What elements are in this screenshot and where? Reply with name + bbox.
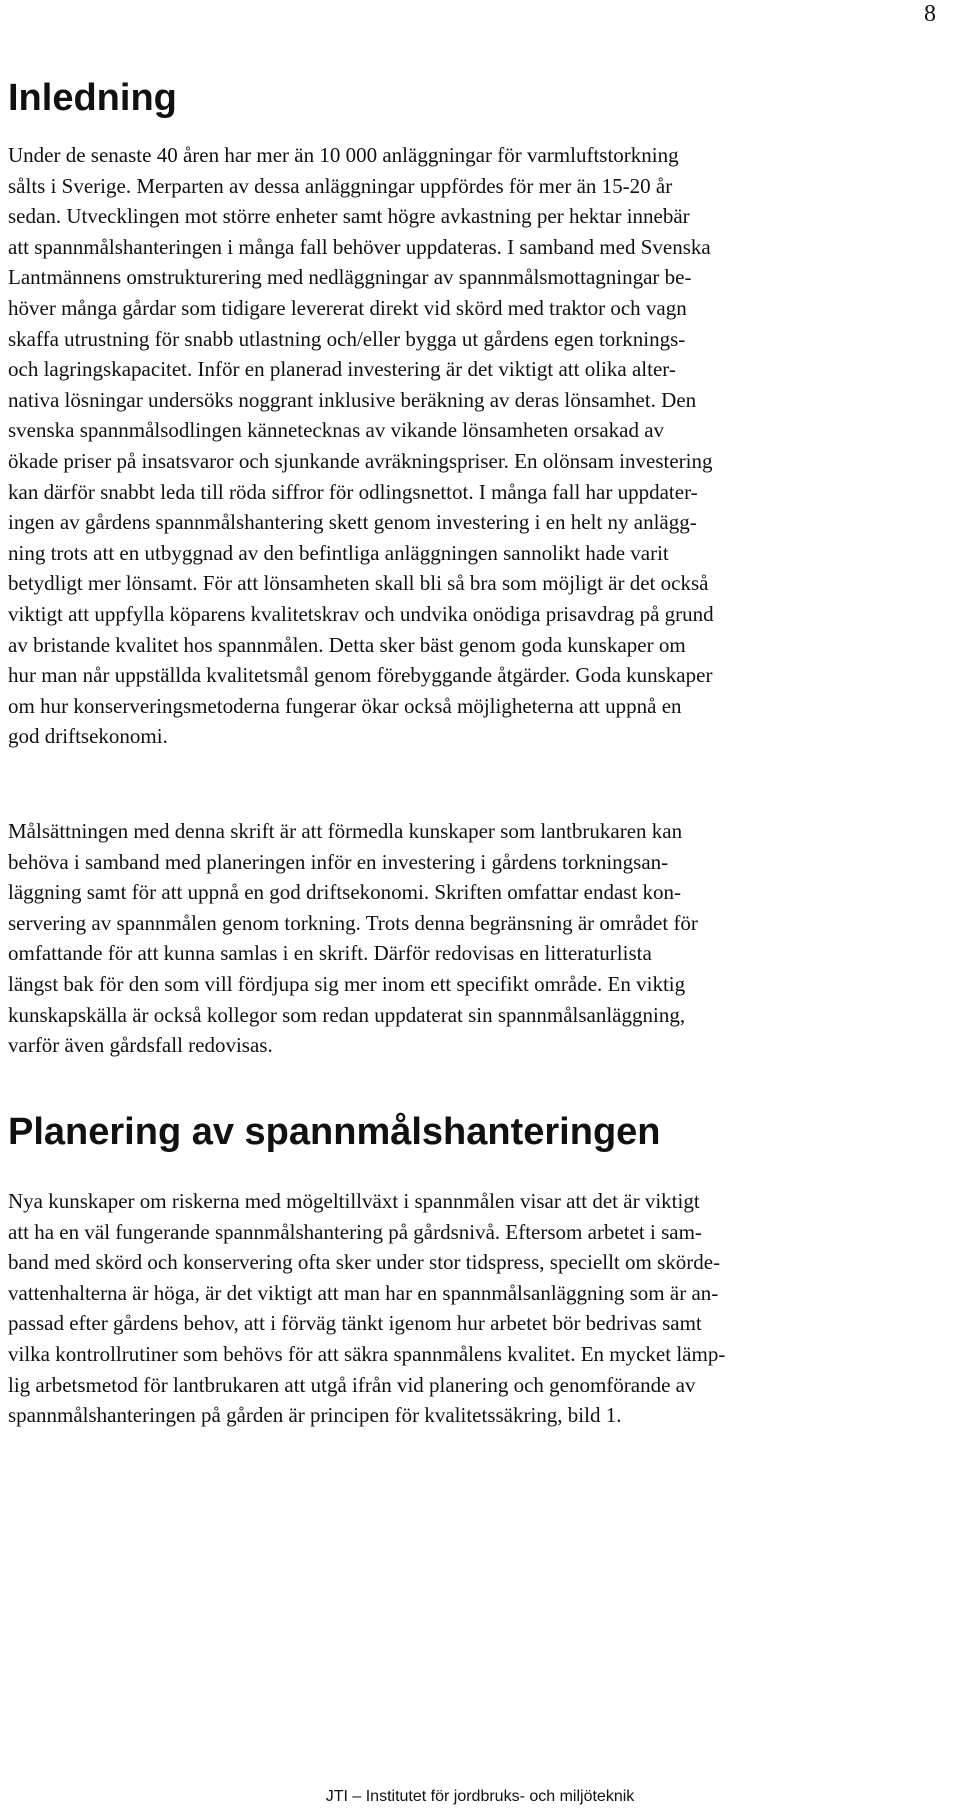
page-footer: JTI – Institutet för jordbruks- och miljöteknik [325, 1788, 635, 1805]
paragraph-intro-2: Målsättningen med denna skrift är att förmedla kunskaper som lantbrukaren kan behöva i samband med planeringen inför en investering i gårdens torkningsan- läggning samt för att uppnå en god driftsekonomi. Skriften omfattar endast kon- servering av spannmålen genom torkning. Trots denna begränsning är området för omfattande för att kunna samlas i en skrift. Därför redovisas en litteraturlista längst bak för den som vill fördjupa sig mer inom ett specifikt område. En viktig kunskapskälla är också kollegor som redan uppdaterat sin spannmålsanläggning, varför även gårdsfall redovisas. [8, 819, 698, 1058]
paragraph-intro-1: Under de senaste 40 åren har mer än 10 000 anläggningar för varmluftstorkning sålts i Sverige. Merparten av dessa anläggningar uppfördes för mer än 15-20 år sedan. Utvecklingen mot större enheter samt högre avkastning per hektar innebär att spannmålshanteringen i många fall behöver uppdateras. I samband med Svenska Lantmännens omstrukturering med nedläggningar av spannmålsmottagningar be- höver många gårdar som tidigare levererat direkt vid skörd med traktor och vagn skaffa utrustning för snabb utlastning och/eller bygga ut gårdens egen torknings- och lagringskapacitet. Inför en planerad investering är det viktigt att olika alter- nativa lösningar undersöks noggrant inklusive beräkning av deras lönsamhet. Den svenska spannmålsodlingen kännetecknas av vikande lönsamheten orsakad av ökade priser på insatsvaror och sjunkande avräkningspriser. En olönsam investering kan därför snabbt leda till röda siffror för odlingsnettot. I många fall har uppdater- ingen av gårdens spannmålshantering skett genom investering i en helt ny anlägg- ning trots att en utbyggnad av den befintliga anläggningen sannolikt hade varit betydligt mer lönsamt. För att lönsamheten skall bli så bra som möjligt är det också viktigt att uppfylla köparens kvalitetskrav och undvika onödiga prisavdrag på grund av bristande kvalitet hos spannmålen. Detta sker bäst genom goda kunskaper om hur man når uppställda kvalitetsmål genom förebyggande åtgärder. Goda kunskaper om hur konserveringsmetoderna fungerar ökar också möjligheterna att uppnå en god driftsekonomi. [8, 143, 714, 749]
section-heading-inledning: Inledning [8, 77, 177, 119]
paragraph-planering-1: Nya kunskaper om riskerna med mögeltillväxt i spannmålen visar att det är viktigt att ha en väl fungerande spannmålshantering på gårdsnivå. Eftersom arbetet i sam- band med skörd och konservering ofta sker under stor tidspress, speciellt om skörde- vattenhalterna är höga, är det viktigt att man har en spannmålsanläggning som är an- passad efter gårdens behov, att i förväg tänkt igenom hur arbetet bör bedrivas samt vilka kontrollrutiner som behövs för att säkra spannmålens kvalitet. En mycket lämp- lig arbetsmetod för lantbrukaren att utgå ifrån vid planering och genomförande av spannmålshanteringen på gården är principen för kvalitetssäkring, bild 1. [8, 1189, 726, 1428]
page-number: 8 [924, 1, 936, 27]
section-heading-planering: Planering av spannmålshanteringen [8, 1111, 661, 1153]
